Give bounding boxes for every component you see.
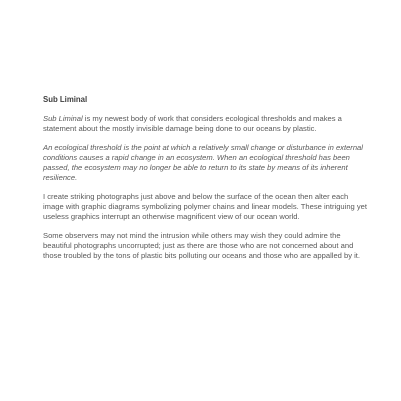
document-title: Sub Liminal — [43, 95, 88, 104]
definition-paragraph: An ecological threshold is the point at which a relatively small change or disturbance in external conditions causes a rapid change in an ecosystem. When an ecological threshold has been passed, the ecosystem may no longer be able to return to its state by means of its inherent resilience. — [43, 143, 363, 182]
process-paragraph: I create striking photographs just above and below the surface of the ocean then alter each image with graphic diagrams symbolizing polymer chains and linear models. These intriguing yet useless graphics interrupt an otherwise magnificent view of our ocean world. — [43, 192, 368, 221]
intro-paragraph — [43, 114, 368, 134]
text-block — [43, 95, 368, 270]
intro-text: is my newest body of work that considers ecological thresholds and makes a statement about the mostly invisible damage being done to our oceans by plastic. — [43, 114, 342, 133]
intro-title-reference: Sub Liminal — [43, 114, 83, 123]
observers-paragraph: Some observers may not mind the intrusion while others may wish they could admire the beautiful photographs uncorrupted; just as there are those who are not concerned about and those troubled by the tons of plastic bits polluting our oceans and those who are appalled by it. — [43, 231, 361, 260]
